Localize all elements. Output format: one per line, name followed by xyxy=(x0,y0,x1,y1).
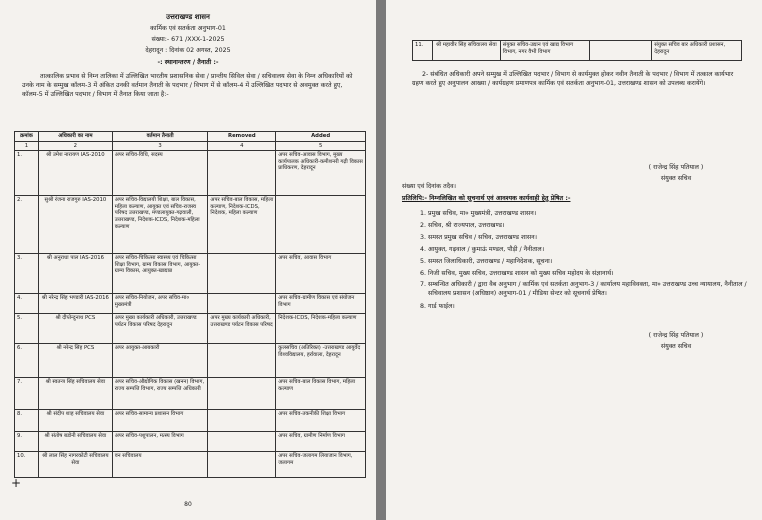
table-header-row xyxy=(15,132,366,142)
cell-removed: अपर सचिव-बाल विकास, महिला कल्याण, निदेशक-ICDS, निदेशक, महिला कल्याण xyxy=(208,196,276,254)
table-row xyxy=(15,410,366,432)
cell-name: श्री नरेन्द्र सिंह भण्डारी IAS-2016 xyxy=(38,294,112,314)
list-item: 5. समस्त जिलाधिकारी, उत्तराखण्ड / महानिदेशक, सूचना। xyxy=(428,256,754,268)
cell-removed xyxy=(208,294,276,314)
department-line: कार्मिक एवं सतर्कता अनुभाग-01 xyxy=(150,25,226,32)
cell-current: अपर आयुक्त-आबकारी xyxy=(112,344,208,378)
order-date: देहरादून : दिनांक 02 अगस्त, 2025 xyxy=(145,47,231,54)
cell-current: अपर सचिव-नियोजन, अपर सचिव-मा० मुख्यमंत्री xyxy=(112,294,208,314)
cell-added: अपर सचिव-तकनीकी शिक्षा विभाग xyxy=(276,410,366,432)
cell-current: अपर सचिव-विद्यालयी शिक्षा, बाल विकास, महिला कल्याण, आयुक्त एवं सचिव-राजस्व परिषद उत्तराखण्ड, मण्डलायुक्त-गढ़वाली, उत्तराखण्ड, निदेशक-ICDS, निदेशक-महिला कल्याण xyxy=(112,196,208,254)
table-row xyxy=(413,41,742,61)
intro-paragraph: तात्कालिक प्रभाव से निम्न तालिका में उल्लिखित भारतीय प्रशासनिक सेवा / प्रान्तीय सिविल सेवा / सचिवालय सेवा के निम्न अधिकारियों को उनके नाम के सम्मुख कॉलम-3 में अंकित उनकी वर्तमान तैनाती के पदभार / विभाग में से कॉलम-4 में उल्लिखित पदभार से अवमुक्त करते हुए, कॉलम-5 में उल्लिखित पदभार / विभाग में तैनात किया जाता है:- xyxy=(22,73,353,98)
cell-serial: 3. xyxy=(15,254,39,294)
cell-serial: 11. xyxy=(413,41,433,61)
order-number: संख्या:- 671 /XXX-1-2025 xyxy=(151,36,225,43)
cell-current: अपर सचिव-विधि, सदस्य xyxy=(112,151,208,196)
header-added: Added xyxy=(276,132,366,142)
list-item: 2. सचिव, श्री राज्यपाल, उत्तराखण्ड। xyxy=(428,220,754,232)
list-item: 6. निजी सचिव, मुख्य सचिव, उत्तराखण्ड शासन को मुख्य सचिव महोदय के संज्ञानार्थ। xyxy=(428,268,754,280)
cell-current: संयुक्त सचिव-उद्यान एवं खाद्य विभाग विभाग, नगर वैभी विभाग xyxy=(500,41,590,61)
cell-name: श्री महावीर सिंह सचिवालय सेवा xyxy=(432,41,500,61)
table-row xyxy=(15,344,366,378)
cell-serial: 5. xyxy=(15,314,39,344)
cell-removed xyxy=(208,344,276,378)
copy-to-line: प्रतिलिपि:- निम्नलिखित को सूचनार्थ एवं आवश्यक कार्यवाही हेतु प्रेषित :- xyxy=(402,195,571,202)
cell-added: निदेशक-ICDS, निदेशक-महिला कल्याण xyxy=(276,314,366,344)
cell-removed xyxy=(208,452,276,478)
colnum: 4 xyxy=(208,141,276,151)
cell-serial: 1. xyxy=(15,151,39,196)
table-row xyxy=(15,432,366,452)
table-row xyxy=(15,254,366,294)
table-row xyxy=(15,378,366,410)
order-subject: -: स्थानान्तरण / तैनाती :- xyxy=(157,59,219,66)
signatory-title-2: संयुक्त सचिव xyxy=(660,343,692,350)
copy-list xyxy=(414,208,754,313)
cell-added xyxy=(276,196,366,254)
cell-current: अपर सचिव-चिकित्सा स्वास्थ्य एवं चिकित्सा शिक्षा विभाग, ग्राम्य विकास विभाग, आयुक्त-ग्राम्य विकास, आयुक्त-खाद्यान्न xyxy=(112,254,208,294)
cell-removed xyxy=(208,151,276,196)
list-item: 3. समस्त प्रमुख सचिव / सचिव, उत्तराखण्ड शासन। xyxy=(428,232,754,244)
table-row xyxy=(15,196,366,254)
paragraph-2: 2- संबंधित अधिकारी अपने सम्मुख में उल्लिखित पदभार / विभाग से कार्यमुक्त होकर नवीन तैनाती के पदभार / विभाग में तत्काल कार्यभार ग्रहण करते हुए अनुपालन आख्या / कार्यग्रहण प्रमाणपत्र कार्मिक एवं सतर्कता अनुभाग-01, उत्तराखण्ड शासन को उपलब्ध करायेंगे। xyxy=(412,71,734,87)
cell-name: श्री नरेन्द्र सिंह PCS xyxy=(38,344,112,378)
cell-removed xyxy=(208,254,276,294)
header-removed: Removed xyxy=(208,132,276,142)
cell-serial: 6. xyxy=(15,344,39,378)
header-serial: क्रमांक xyxy=(15,132,39,142)
cell-current: अपर सचिव-पशुपालन, मत्स्य विभाग xyxy=(112,432,208,452)
cell-added: संयुक्त सचिव बार अधिकारी प्रशासन, देहरादून xyxy=(652,41,742,61)
cell-serial: 2. xyxy=(15,196,39,254)
cell-current: अपर सचिव-औद्योगिक विकास (खनन) विभाग, राज्य सम्पत्ति विभाग, राज्य सम्पत्ति अधिकारी xyxy=(112,378,208,410)
list-item: 4. आयुक्त, गढ़वाल / कुमाऊं मण्डल, पौड़ी / नैनीताल। xyxy=(428,244,754,256)
left-page xyxy=(0,0,376,520)
copy-header: संख्या एवं दिनांक तदैव। xyxy=(402,183,456,190)
cell-added: अपर सचिव-आवास विभाग, मुख्य कार्यपालक अधिकारी-कमीशनरी गढ़ी विकास प्राधिकरण, देहरादून xyxy=(276,151,366,196)
header-current: वर्तमान तैनाती xyxy=(112,132,208,142)
colnum: 2 xyxy=(38,141,112,151)
cell-added: अपर सचिव, ग्रामीण निर्माण विभाग xyxy=(276,432,366,452)
cell-removed xyxy=(208,432,276,452)
table-row xyxy=(15,151,366,196)
cell-name: श्री उमेश नारायण IAS-2010 xyxy=(38,151,112,196)
cell-name: श्री संदीप शाह सचिवालय सेवा xyxy=(38,410,112,432)
cell-name: श्री दीप्तेन्दुनाथ PCS xyxy=(38,314,112,344)
cell-current: वन सचिवालय xyxy=(112,452,208,478)
colnum: 3 xyxy=(112,141,208,151)
table-colnum-row xyxy=(15,141,366,151)
list-item: 7. सम्बन्धित अधिकारी / द्वारा वैब अनुभाग / कार्मिक एवं सतर्कता अनुभाग-3 / कार्यालय महाविवक्ता, मा० उत्तराखण्ड उच्च न्यायालय, नैनीताल / सचिवालय प्रशासन (अधिष्ठान) अनुभाग-01 / मीडिया सेन्टर को सूचनार्थ प्रेषित। xyxy=(428,280,754,298)
right-page xyxy=(386,0,762,520)
colnum: 1 xyxy=(15,141,39,151)
continued-table xyxy=(412,40,742,61)
cell-name: श्री स्वतन्त्र सिंह सचिवालय सेवा xyxy=(38,378,112,410)
govt-heading: उत्तराखण्ड शासन xyxy=(166,13,210,21)
cell-serial: 7. xyxy=(15,378,39,410)
cell-name: श्री अनुराधा पाल IAS-2016 xyxy=(38,254,112,294)
table-row xyxy=(15,314,366,344)
signatory-name-2: ( राजेन्द्र सिंह पतियाल ) xyxy=(648,332,704,339)
cell-current: अपर मुख्य कार्यकारी अधिकारी, उत्तराखण्ड पर्यटन विकास परिषद देहरादून xyxy=(112,314,208,344)
cell-added: अपर सचिव-बाल विकास विभाग, महिला कल्याण xyxy=(276,378,366,410)
cell-removed xyxy=(208,378,276,410)
signatory-title: संयुक्त सचिव xyxy=(660,175,692,182)
cell-added: कुलसचिव (अतिरिक्त) -उत्तराखण्ड आयुर्वेद विश्वविद्यालय, हर्रावाला, देहरादून xyxy=(276,344,366,378)
cell-removed: अपर मुख्य कार्यकारी अधिकारी, उत्तराखण्ड पर्यटन विकास परिषद xyxy=(208,314,276,344)
list-item: 1. प्रमुख सचिव, मा० मुख्यमंत्री, उत्तराखण्ड शासन। xyxy=(428,208,754,220)
cell-current: अपर सचिव-सामान्य प्रशासन विभाग xyxy=(112,410,208,432)
colnum: 5 xyxy=(276,141,366,151)
cell-name: सुश्री रंजना राजगुरु IAS-2010 xyxy=(38,196,112,254)
cell-serial: 8. xyxy=(15,410,39,432)
cell-serial: 10. xyxy=(15,452,39,478)
cell-added: अपर सचिव, आवास विभाग xyxy=(276,254,366,294)
cell-name: श्री संतोष बडोनी सचिवालय सेवा xyxy=(38,432,112,452)
cell-added: अपर सचिव-जलागम लियाजान विभाग, जलागम xyxy=(276,452,366,478)
cell-serial: 9. xyxy=(15,432,39,452)
page-number: 80 xyxy=(184,501,192,508)
header-name: अधिकारी का नाम xyxy=(38,132,112,142)
cell-name: श्री लाल सिंह नागरकोटी सचिवालय सेवा xyxy=(38,452,112,478)
signatory-name: ( राजेन्द्र सिंह पतियाल ) xyxy=(648,164,704,171)
table-row xyxy=(15,294,366,314)
transfer-table xyxy=(14,131,366,478)
cell-removed xyxy=(590,41,652,61)
cell-serial: 4. xyxy=(15,294,39,314)
margin-mark: + xyxy=(11,476,22,490)
cell-removed xyxy=(208,410,276,432)
list-item: 8. गार्ड फाईल। xyxy=(428,301,754,313)
table-row xyxy=(15,452,366,478)
cell-added: अपर सचिव-ग्रामीण विकास एवं संयोजन विभाग xyxy=(276,294,366,314)
